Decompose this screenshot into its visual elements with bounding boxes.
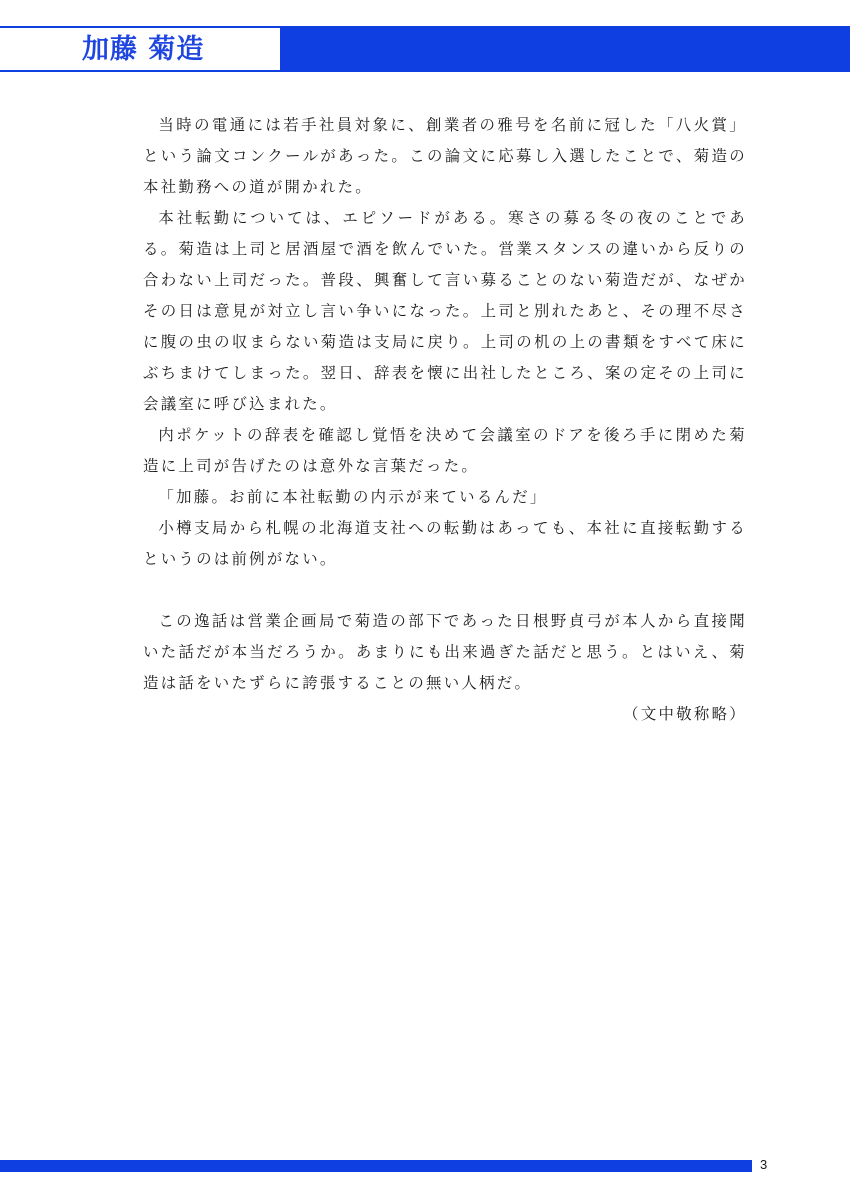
paragraph-anecdote-source: この逸話は営業企画局で菊造の部下であった日根野貞弓が本人から直接聞いた話だが本当だろうか。あまりにも出来過ぎた話だと思う。とはいえ、菊造は話をいたずらに誇張することの無い人柄だ。	[143, 612, 747, 692]
paragraph-hakka-award: 当時の電通には若手社員対象に、創業者の雅号を名前に冠した「八火賞」という論文コンクールがあった。この論文に応募し入選したことで、菊造の本社勤務への道が開かれた。	[143, 116, 747, 196]
article-body	[143, 110, 747, 730]
paragraph-no-precedent: 小樽支局から札幌の北海道支社への転勤はあっても、本社に直接転勤するというのは前例がない。	[143, 519, 747, 568]
page-title: 加藤 菊造	[82, 34, 205, 65]
paragraph-transfer-episode: 本社転勤については、エピソードがある。寒さの募る冬の夜のことである。菊造は上司と居酒屋で酒を飲んでいた。営業スタンスの違いから反りの合わない上司だった。普段、興奮して言い募ることのない菊造だが、なぜかその日は意見が対立し言い争いになった。上司と別れたあと、その理不尽さに腹の虫の収まらない菊造は支局に戻り。上司の机の上の書類をすべて床にぶちまけてしまった。翌日、辞表を懐に出社したところ、案の定その上司に会議室に呼び込まれた。	[143, 209, 747, 413]
page-number: 3	[760, 1157, 768, 1172]
footer-bar	[0, 1160, 752, 1172]
paragraph-boss-quote: 「加藤。お前に本社転勤の内示が来ているんだ」	[158, 488, 548, 506]
paragraph-meeting-room: 内ポケットの辞表を確認し覚悟を決めて会議室のドアを後ろ手に閉めた菊造に上司が告げたのは意外な言葉だった。	[143, 426, 747, 475]
paragraph-spacer	[143, 575, 747, 606]
closing-note: （文中敬称略）	[623, 705, 747, 723]
